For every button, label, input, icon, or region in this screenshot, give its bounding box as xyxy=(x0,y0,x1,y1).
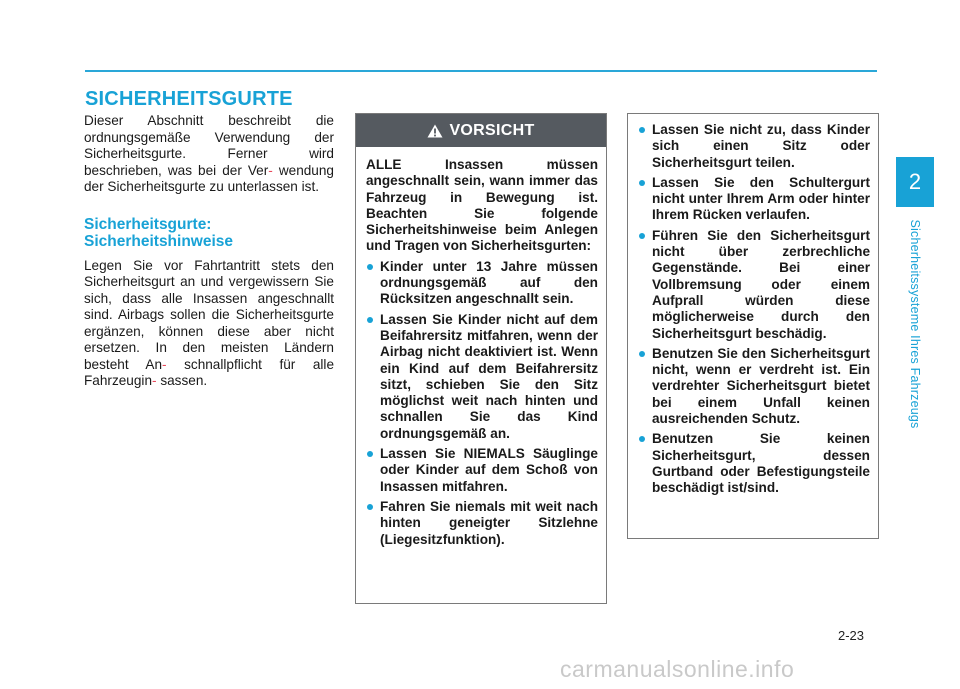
bullet-dot-icon xyxy=(367,264,373,270)
list-item: Lassen Sie den Schultergurt nicht unter Ihrem Arm oder hinter Ihrem Rücken verlaufen. xyxy=(638,175,870,224)
intro-line: beschrieben, was bei der Ver xyxy=(84,162,269,178)
subsection-heading xyxy=(84,216,334,250)
intro-line: Sicherheitsgurte. Ferner wird xyxy=(84,146,334,161)
caution-box xyxy=(355,113,607,604)
bullet-dot-icon xyxy=(639,127,645,133)
bullet-dot-icon xyxy=(639,351,645,357)
list-item: Lassen Sie Kinder nicht auf dem Beifahrersitz mitfahren, wenn der Airbag nicht deaktiviert ist. Wenn ein Kind auf dem Beifahrersitz sitzt, schieben Sie den Sitz möglichst weit nach hinten und schnallen Sie das Kind ordnungsgemäß an. xyxy=(366,312,598,442)
hyphen: - xyxy=(152,373,157,388)
body-line: schnallpflicht für alle Fahrzeugin xyxy=(84,356,335,388)
body-line: sassen. xyxy=(160,373,208,388)
list-item: Kinder unter 13 Jahre müssen ordnungsgemäß auf den Rücksitzen angeschnallt sein. xyxy=(366,259,598,308)
body-line: meisten Ländern besteht An xyxy=(84,340,334,372)
heading-line: Sicherheitsgurte: xyxy=(84,215,212,233)
body-line: Sicherheitsgurte ergänzen, können xyxy=(84,307,334,339)
list-item: Führen Sie den Sicherheitsgurt nicht über zerbrechliche Gegenstände. Bei einer Vollbremsung oder einem Aufprall würden diese möglicherweise durch den Sicherheitsgurt beschädig. xyxy=(638,228,870,342)
hyphen: - xyxy=(268,162,273,178)
section-title: SICHERHEITSGURTE xyxy=(85,88,293,110)
bullet-dot-icon xyxy=(639,233,645,239)
body-line: Sicherheitsgurt an und vergewissern xyxy=(84,274,309,289)
list-item: Benutzen Sie den Sicherheitsgurt nicht, wenn er verdreht ist. Ein verdrehter Sicherheitsgurt bietet bei einem Unfall keinen ausreichenden Schutz. xyxy=(638,346,870,427)
caution-body xyxy=(356,147,606,548)
bullet-dot-icon xyxy=(367,504,373,510)
bullet-dot-icon xyxy=(367,451,373,457)
chapter-title-vertical: Sicherheitssysteme Ihres Fahrzeugs xyxy=(908,219,922,429)
body-line: angeschnallt sind. Airbags sollen die xyxy=(84,290,334,322)
watermark: carmanualsonline.info xyxy=(560,656,795,682)
list-item: Fahren Sie niemals mit weit nach hinten geneigter Sitzlehne (Liegesitzfunktion). xyxy=(366,499,598,548)
caution-label: VORSICHT xyxy=(449,121,535,139)
caution-intro: ALLE Insassen müssen angeschnallt sein, wann immer das Fahrzeug in Bewegung ist. Beachten Sie folgende Sicherheitshinweise beim Anlegen und Tragen von Sicherheitsgurten: xyxy=(366,157,598,254)
intro-line: unterlassen ist. xyxy=(227,179,320,194)
chapter-tab[interactable]: 2 xyxy=(896,157,934,207)
bullet-dot-icon xyxy=(367,317,373,323)
body-paragraph xyxy=(84,258,334,390)
list-item: Benutzen Sie keinen Sicherheitsgurt, dessen Gurtband oder Befestigungsteile beschädigt ist/sind. xyxy=(638,431,870,496)
caution-continued-box xyxy=(627,113,879,539)
body-line: Sie sich, dass alle Insassen xyxy=(84,274,334,306)
caution-list xyxy=(366,259,598,548)
caution-header xyxy=(356,114,606,147)
caution-continued-list xyxy=(638,122,870,497)
bullet-dot-icon xyxy=(639,436,645,442)
hyphen: - xyxy=(162,356,167,372)
bullet-dot-icon xyxy=(639,180,645,186)
list-item: Lassen Sie nicht zu, dass Kinder sich einen Sitz oder Sicherheitsgurt teilen. xyxy=(638,122,870,171)
body-line: Legen Sie vor Fahrtantritt stets den xyxy=(84,257,334,273)
caution-continued-body xyxy=(628,114,878,497)
intro-line: ordnungsgemäße Verwendung der xyxy=(84,129,334,145)
list-item: Lassen Sie NIEMALS Säuglinge oder Kinder auf dem Schoß von Insassen mitfahren. xyxy=(366,446,598,495)
body-line: diese aber nicht ersetzen. In den xyxy=(84,323,334,355)
heading-line: Sicherheitshinweise xyxy=(84,232,234,250)
intro-line: Dieser Abschnitt beschreibt die xyxy=(84,113,334,128)
intro-line: wendung der Sicherheitsgurte zu xyxy=(84,162,334,194)
left-column xyxy=(84,113,334,390)
warning-triangle-icon xyxy=(427,124,443,138)
intro-paragraph xyxy=(84,113,334,196)
top-rule xyxy=(85,70,877,72)
page-number: 2-23 xyxy=(838,628,865,643)
